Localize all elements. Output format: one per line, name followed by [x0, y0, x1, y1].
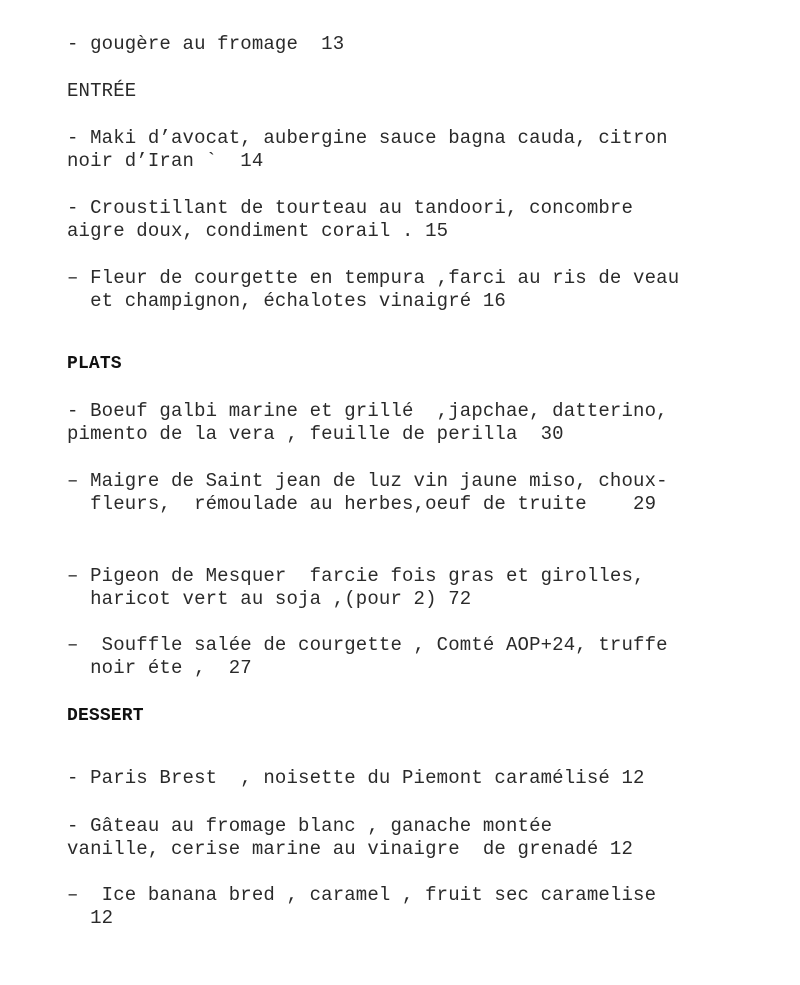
menu-item-line: - Paris Brest , noisette du Piemont caramélisé 12	[67, 767, 645, 789]
menu-item-line: et champignon, échalotes vinaigré 16	[67, 290, 506, 312]
menu-item-line: - Gâteau au fromage blanc , ganache montée	[67, 815, 553, 837]
menu-item-line: – Ice banana bred , caramel , fruit sec caramelise	[67, 884, 657, 906]
section-title-dessert: DESSERT	[67, 706, 144, 726]
section-title-entree: ENTRÉE	[67, 80, 137, 102]
menu-item-line: aigre doux, condiment corail . 15	[67, 220, 449, 242]
menu-item-line: 12	[67, 907, 114, 929]
section-title-plats: PLATS	[67, 354, 122, 374]
menu-item-line: - Croustillant de tourteau au tandoori, concombre	[67, 197, 634, 219]
menu-item-line: fleurs, rémoulade au herbes,oeuf de truite 29	[67, 493, 657, 515]
menu-item-line: pimento de la vera , feuille de perilla 30	[67, 423, 564, 445]
menu-item-gougere: - gougère au fromage 13	[67, 33, 345, 55]
menu-item-line: – Souffle salée de courgette , Comté AOP+24, truffe	[67, 634, 668, 656]
menu-item-line: - Boeuf galbi marine et grillé ,japchae, datterino,	[67, 400, 668, 422]
menu-item-line: – Pigeon de Mesquer farcie fois gras et girolles,	[67, 565, 645, 587]
menu-item-line: - Maki d’avocat, aubergine sauce bagna cauda, citron	[67, 127, 668, 149]
menu-item-line: haricot vert au soja ,(pour 2) 72	[67, 588, 472, 610]
menu-item-line: vanille, cerise marine au vinaigre de grenadé 12	[67, 838, 634, 860]
menu-item-line: noir d’Iran ` 14	[67, 150, 264, 172]
menu-item-line: noir éte , 27	[67, 657, 252, 679]
menu-item-line: – Maigre de Saint jean de luz vin jaune miso, choux-	[67, 470, 668, 492]
menu-item-line: – Fleur de courgette en tempura ,farci au ris de veau	[67, 267, 680, 289]
